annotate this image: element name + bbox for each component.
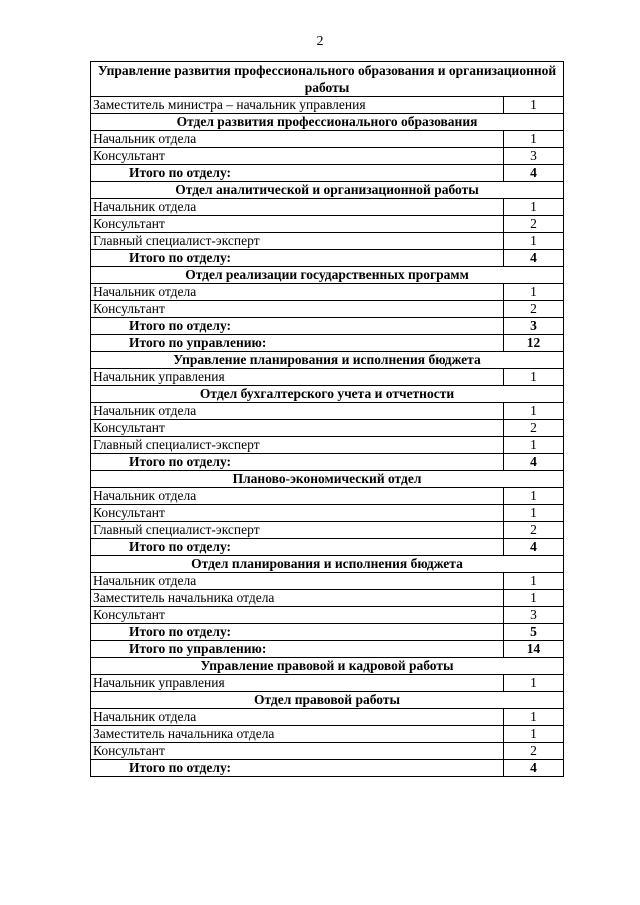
total-row (91, 318, 564, 335)
section-header-row (91, 471, 564, 488)
section-header-row (91, 352, 564, 369)
position-name: Заместитель начальника отдела (91, 726, 504, 743)
total-row (91, 760, 564, 777)
position-count: 1 (504, 726, 564, 743)
position-name: Начальник отдела (91, 573, 504, 590)
total-label: Итого по отделу: (91, 318, 504, 335)
section-header: Отдел развития профессионального образования (91, 114, 564, 131)
position-count: 3 (504, 607, 564, 624)
position-row (91, 488, 564, 505)
total-label: Итого по отделу: (91, 165, 504, 182)
position-count: 1 (504, 369, 564, 386)
total-row (91, 624, 564, 641)
section-header-row (91, 182, 564, 199)
section-header-row (91, 114, 564, 131)
position-row (91, 675, 564, 692)
position-row (91, 743, 564, 760)
total-count: 4 (504, 250, 564, 267)
total-row (91, 454, 564, 471)
total-row (91, 539, 564, 556)
position-count: 1 (504, 403, 564, 420)
section-header: Отдел реализации государственных программ (91, 267, 564, 284)
position-name: Главный специалист-эксперт (91, 437, 504, 454)
position-name: Начальник отдела (91, 284, 504, 301)
position-row (91, 199, 564, 216)
position-name: Начальник отдела (91, 131, 504, 148)
position-count: 1 (504, 131, 564, 148)
position-name: Начальник отдела (91, 403, 504, 420)
section-header-row (91, 267, 564, 284)
position-name: Заместитель начальника отдела (91, 590, 504, 607)
position-name: Консультант (91, 420, 504, 437)
total-count: 4 (504, 454, 564, 471)
position-row (91, 505, 564, 522)
position-row (91, 284, 564, 301)
total-label: Итого по отделу: (91, 760, 504, 777)
total-count: 4 (504, 165, 564, 182)
position-count: 1 (504, 675, 564, 692)
position-count: 2 (504, 216, 564, 233)
position-name: Начальник отдела (91, 709, 504, 726)
position-row (91, 573, 564, 590)
total-count: 5 (504, 624, 564, 641)
section-header: Отдел правовой работы (91, 692, 564, 709)
section-header: Отдел бухгалтерского учета и отчетности (91, 386, 564, 403)
section-header-row (91, 692, 564, 709)
position-count: 1 (504, 590, 564, 607)
position-count: 1 (504, 573, 564, 590)
total-count: 4 (504, 760, 564, 777)
position-count: 1 (504, 97, 564, 114)
position-count: 1 (504, 505, 564, 522)
position-row (91, 403, 564, 420)
section-header-row (91, 62, 564, 97)
position-name: Начальник управления (91, 675, 504, 692)
page-number: 2 (316, 34, 324, 49)
total-row (91, 641, 564, 658)
total-count: 4 (504, 539, 564, 556)
position-count: 1 (504, 709, 564, 726)
position-name: Главный специалист-эксперт (91, 522, 504, 539)
section-header-row (91, 386, 564, 403)
total-label: Итого по отделу: (91, 250, 504, 267)
position-row (91, 131, 564, 148)
total-label: Итого по отделу: (91, 539, 504, 556)
position-name: Консультант (91, 216, 504, 233)
position-name: Консультант (91, 743, 504, 760)
total-row (91, 250, 564, 267)
position-row (91, 726, 564, 743)
position-name: Консультант (91, 607, 504, 624)
position-name: Начальник управления (91, 369, 504, 386)
section-header: Планово-экономический отдел (91, 471, 564, 488)
total-label: Итого по отделу: (91, 624, 504, 641)
section-header: Управление правовой и кадровой работы (91, 658, 564, 675)
section-header-row (91, 658, 564, 675)
position-count: 2 (504, 743, 564, 760)
total-count: 12 (504, 335, 564, 352)
position-count: 1 (504, 199, 564, 216)
position-row (91, 437, 564, 454)
position-name: Заместитель министра – начальник управления (91, 97, 504, 114)
total-row (91, 165, 564, 182)
position-name: Консультант (91, 301, 504, 318)
section-header: Управление планирования и исполнения бюджета (91, 352, 564, 369)
position-row (91, 420, 564, 437)
position-row (91, 148, 564, 165)
total-label: Итого по управлению: (91, 335, 504, 352)
position-row (91, 590, 564, 607)
position-row (91, 607, 564, 624)
total-count: 3 (504, 318, 564, 335)
position-row (91, 369, 564, 386)
total-label: Итого по управлению: (91, 641, 504, 658)
position-name: Консультант (91, 505, 504, 522)
position-count: 2 (504, 420, 564, 437)
position-row (91, 522, 564, 539)
position-count: 2 (504, 301, 564, 318)
position-row (91, 97, 564, 114)
staff-table (90, 61, 564, 777)
total-label: Итого по отделу: (91, 454, 504, 471)
position-row (91, 233, 564, 250)
position-row (91, 709, 564, 726)
position-name: Консультант (91, 148, 504, 165)
position-count: 1 (504, 488, 564, 505)
section-header: Отдел аналитической и организационной работы (91, 182, 564, 199)
position-count: 1 (504, 437, 564, 454)
position-row (91, 216, 564, 233)
total-count: 14 (504, 641, 564, 658)
position-name: Начальник отдела (91, 199, 504, 216)
position-count: 3 (504, 148, 564, 165)
staff-table-body (91, 62, 564, 777)
position-count: 2 (504, 522, 564, 539)
position-count: 1 (504, 233, 564, 250)
section-header-row (91, 556, 564, 573)
position-name: Начальник отдела (91, 488, 504, 505)
position-name: Главный специалист-эксперт (91, 233, 504, 250)
position-count: 1 (504, 284, 564, 301)
section-header: Управление развития профессионального образования и организационной работы (91, 62, 564, 97)
section-header: Отдел планирования и исполнения бюджета (91, 556, 564, 573)
total-row (91, 335, 564, 352)
position-row (91, 301, 564, 318)
